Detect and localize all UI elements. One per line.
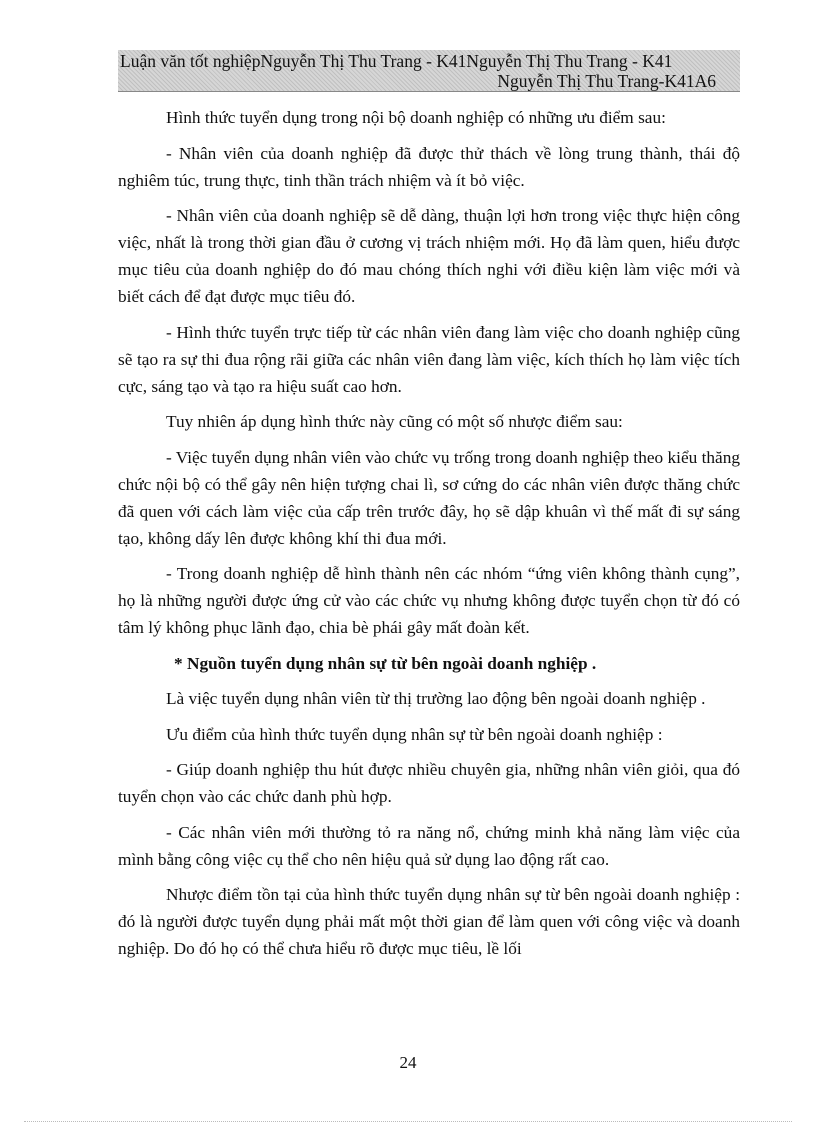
- paragraph: - Các nhân viên mới thường tỏ ra năng nổ, chứng minh khả năng làm việc của mình bằng công việc cụ thể cho nên hiệu quả sử dụng lao động rất cao.: [118, 822, 740, 869]
- page-header: [118, 50, 740, 92]
- paragraph: Ưu điểm của hình thức tuyển dụng nhân sự từ bên ngoài doanh nghiệp :: [166, 724, 663, 744]
- paragraph: Hình thức tuyển dụng trong nội bộ doanh nghiệp có những ưu điểm sau:: [166, 108, 666, 127]
- paragraph: - Nhân viên của doanh nghiệp sẽ dễ dàng, thuận lợi hơn trong việc thực hiện công việc, nhất là trong thời gian đầu ở cương vị trách nhiệm mới. Họ đã làm quen, hiểu được mục tiêu của doanh nghiệp do đó mau chóng thích nghi với điều kiện làm việc mới và biết cách để đạt được mục tiêu đó.: [118, 206, 740, 306]
- section-heading: * Nguồn tuyển dụng nhân sự từ bên ngoài doanh nghiệp .: [174, 653, 597, 673]
- paragraph: Tuy nhiên áp dụng hình thức này cũng có một số nhược điểm sau:: [166, 412, 623, 431]
- paragraph: - Việc tuyển dụng nhân viên vào chức vụ trống trong doanh nghiệp theo kiểu thăng chức nội bộ có thể gây nên hiện tượng chai lì, sơ cứng do các nhân viên được thăng chức đã quen với cách làm việc của cấp trên trước đây, họ sẽ dập khuân vì thế mất đi sự sáng tạo, không dấy lên được không khí thi đua mới.: [118, 447, 740, 548]
- paragraph: - Trong doanh nghiệp dễ hình thành nên các nhóm “ứng viên không thành cụng”, họ là những người được ứng cử vào các chức vụ nhưng không được tuyển chọn từ đó có tâm lý không phục lãnh đạo, chia bè phái gây mất đoàn kết.: [118, 564, 740, 637]
- paragraph: - Hình thức tuyển trực tiếp từ các nhân viên đang làm việc cho doanh nghiệp cũng sẽ tạo ra sự thi đua rộng rãi giữa các nhân viên đang làm việc, kích thích họ làm việc tích cực, sáng tạo và tạo ra hiệu suất cao hơn.: [118, 322, 740, 396]
- header-line-1: Luận văn tốt nghiệpNguyễn Thị Thu Trang - K41Nguyễn Thị Thu Trang - K41: [120, 51, 673, 71]
- page-number: 24: [399, 1053, 417, 1072]
- paragraph: - Nhân viên của doanh nghiệp đã được thử thách về lòng trung thành, thái độ nghiêm túc, trung thực, tinh thần trách nhiệm và ít bỏ việc.: [118, 143, 740, 190]
- paragraph: - Giúp doanh nghiệp thu hút được nhiều chuyên gia, những nhân viên giỏi, qua đó tuyển chọn vào các chức danh phù hợp.: [118, 760, 740, 806]
- header-line-2: Nguyễn Thị Thu Trang-K41A6: [497, 71, 716, 91]
- paragraph: Là việc tuyển dụng nhân viên từ thị trường lao động bên ngoài doanh nghiệp .: [166, 689, 706, 708]
- paragraph: Nhược điểm tồn tại của hình thức tuyển dụng nhân sự từ bên ngoài doanh nghiệp : đó là người được tuyển dụng phải mất một thời gian để làm quen với công việc và doanh nghiệp. Do đó họ có thể chưa hiểu rõ được mục tiêu, lề lối: [118, 885, 740, 958]
- body-text: [118, 104, 740, 971]
- page-bottom-divider: [24, 1121, 792, 1122]
